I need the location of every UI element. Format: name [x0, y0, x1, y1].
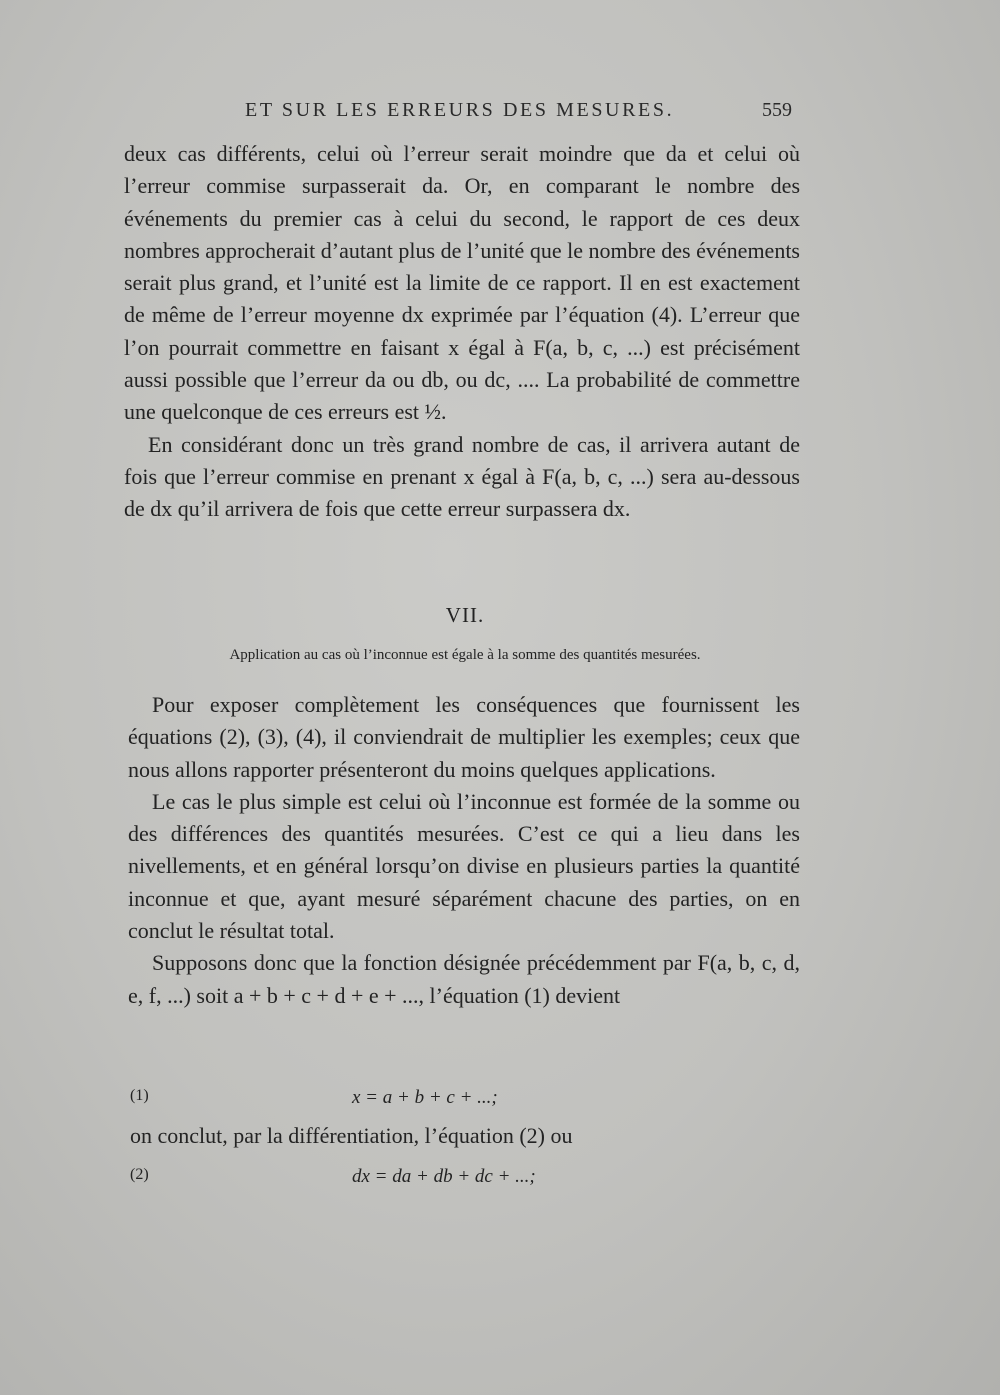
paragraph: Supposons donc que la fonction désignée précédemment par F(a, b, c, d, e, f, ...) soit a + b + c + d + e + ..., l’équation (1) devient — [128, 950, 800, 1008]
connecting-text: on conclut, par la différentiation, l’équation (2) ou — [130, 1123, 573, 1148]
equation-1 — [0, 1087, 1000, 1117]
equation-2 — [0, 1166, 1000, 1196]
section-caption: Application au cas où l’inconnue est égale à la somme des quantités mesurées. — [229, 647, 701, 663]
page-header — [0, 97, 1000, 129]
body-text-before-section — [124, 138, 800, 526]
section-number: VII. — [445, 603, 485, 627]
paragraph-continued: deux cas différents, celui où l’erreur serait moindre que da et celui où l’erreur commise surpasserait da. Or, en comparant le nombre des événements du premier cas à celui du second, le rapport de ces deux nombres approcherait d’autant plus de l’unité que le nombre des événements serait plus grand, et l’unité est la limite de ce rapport. Il en est exactement de même de l’erreur moyenne dx exprimée par l’équation (4). L’erreur que l’on pourrait commettre en faisant x égal à F(a, b, c, ...) est précisément aussi possible que l’erreur da ou db, ou dc, .... La probabilité de commettre une quelconque de ces erreurs est ½. — [124, 141, 800, 425]
body-text-after-section — [128, 689, 800, 1012]
running-title: ET SUR LES ERREURS DES MESURES. — [245, 99, 675, 121]
equation-number: (1) — [130, 1087, 149, 1104]
equation-body: x = a + b + c + ...; — [352, 1087, 498, 1108]
equation-body: dx = da + db + dc + ...; — [352, 1166, 536, 1187]
paragraph: Pour exposer complètement les conséquences que fournissent les équations (2), (3), (4), il conviendrait de multiplier les exemples; ceux que nous allons rapporter présenteront du moins quelques applications. — [128, 692, 800, 782]
paragraph: En considérant donc un très grand nombre de cas, il arrivera autant de fois que l’erreur commise en prenant x égal à F(a, b, c, ...) sera au-dessous de dx qu’il arrivera de fois que cette erreur surpassera dx. — [124, 431, 800, 522]
equation-number: (2) — [130, 1166, 149, 1183]
page-number: 559 — [762, 99, 792, 121]
paragraph: Le cas le plus simple est celui où l’inconnue est formée de la somme ou des différences des quantités mesurées. C’est ce qui a lieu dans les nivellements, et en général lorsqu’on divise en plusieurs parties la quantité inconnue et que, ayant mesuré séparément chacune des parties, on en conclut le résultat total. — [128, 788, 800, 944]
